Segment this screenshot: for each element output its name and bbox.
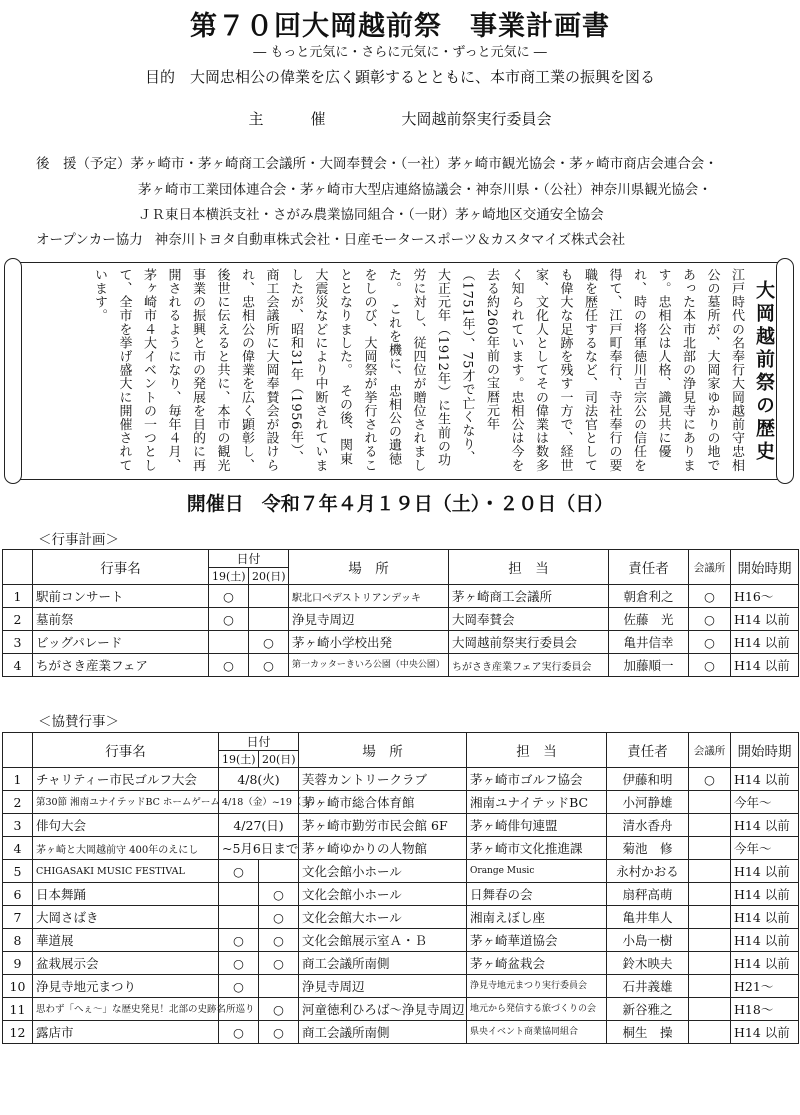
day1-mark: ○	[219, 1021, 259, 1044]
chamber-mark	[689, 1021, 731, 1044]
charge: 大岡越前祭実行委員会	[449, 631, 609, 654]
table-row	[3, 1021, 799, 1044]
day1-mark	[219, 906, 259, 929]
table-row	[3, 654, 799, 677]
event-name: チャリティー市民ゴルフ大会	[33, 768, 219, 791]
host-label: 主 催	[248, 110, 342, 128]
person: 小島一樹	[607, 929, 689, 952]
start-period: H16～	[731, 585, 799, 608]
place: 浄見寺周辺	[289, 608, 449, 631]
charge: 茅ヶ崎俳句連盟	[467, 814, 607, 837]
coop-table	[2, 732, 799, 1044]
row-number: 1	[3, 768, 33, 791]
chamber-mark	[689, 952, 731, 975]
day1-mark: ○	[219, 929, 259, 952]
charge: 湘南えぼし座	[467, 906, 607, 929]
event-name: 第30節 湘南ユナイテッドBC ホームゲーム	[33, 791, 219, 814]
header-day2: 20(日)	[259, 751, 299, 768]
day2-mark	[249, 608, 289, 631]
day1-mark: ○	[219, 975, 259, 998]
host	[0, 108, 800, 129]
day1-mark	[209, 631, 249, 654]
row-number: 8	[3, 929, 33, 952]
opencar	[36, 228, 625, 248]
start-period: H14 以前	[731, 929, 799, 952]
header-event: 行事名	[33, 733, 219, 768]
event-name: 浄見寺地元まつり	[33, 975, 219, 998]
chamber-mark: ○	[689, 585, 731, 608]
place: 浄見寺周辺	[299, 975, 467, 998]
day2-mark: ○	[259, 1021, 299, 1044]
person: 桐生 操	[607, 1021, 689, 1044]
header-person: 責任者	[607, 733, 689, 768]
event-name: 墓前祭	[33, 608, 209, 631]
place: 第一カッターきいろ公園（中央公園）	[289, 654, 449, 677]
chamber-mark: ○	[689, 768, 731, 791]
start-period: H14 以前	[731, 608, 799, 631]
person: 加藤順一	[609, 654, 689, 677]
table-row	[3, 929, 799, 952]
row-number: 3	[3, 631, 33, 654]
event-date: ~5月6日まで	[219, 837, 299, 860]
purpose	[0, 66, 800, 87]
scroll-roll-left	[4, 258, 22, 484]
day2-mark: ○	[259, 906, 299, 929]
row-number: 4	[3, 837, 33, 860]
table-row	[3, 631, 799, 654]
table-row	[3, 608, 799, 631]
start-period: H14 以前	[731, 883, 799, 906]
charge: ちがさき産業フェア実行委員会	[449, 654, 609, 677]
header-person: 責任者	[609, 550, 689, 585]
start-period: H14 以前	[731, 654, 799, 677]
day2-mark: ○	[259, 929, 299, 952]
history-scroll	[0, 250, 800, 490]
charge: 日舞春の会	[467, 883, 607, 906]
chamber-mark: ○	[689, 631, 731, 654]
day2-mark: ○	[259, 952, 299, 975]
plan-table-body	[3, 585, 799, 677]
day2-mark	[249, 585, 289, 608]
start-period: H14 以前	[731, 860, 799, 883]
purpose-label: 目的	[144, 68, 175, 86]
start-period: 今年～	[731, 791, 799, 814]
header-event: 行事名	[33, 550, 209, 585]
person: 亀井隼人	[607, 906, 689, 929]
table-row	[3, 768, 799, 791]
chamber-mark	[689, 975, 731, 998]
start-period: H21～	[731, 975, 799, 998]
header-day1: 19(土)	[219, 751, 259, 768]
place: 文化会館小ホール	[299, 883, 467, 906]
start-period: 今年～	[731, 837, 799, 860]
person: 石井義雄	[607, 975, 689, 998]
row-number: 2	[3, 791, 33, 814]
header-charge: 担 当	[467, 733, 607, 768]
event-name: 思わず「へぇ～」な歴史発見！北部の史跡名所巡り	[33, 998, 219, 1021]
start-period: H14 以前	[731, 1021, 799, 1044]
place: 文化会館小ホール	[299, 860, 467, 883]
table-row	[3, 975, 799, 998]
header-start: 開始時期	[731, 550, 799, 585]
place: 茅ヶ崎市総合体育館	[299, 791, 467, 814]
charge: 大岡奉賛会	[449, 608, 609, 631]
table-row	[3, 860, 799, 883]
header-day2: 20(日)	[249, 568, 289, 585]
header-day1: 19(土)	[209, 568, 249, 585]
support-line-2: 茅ヶ崎市工業団体連合会・茅ヶ崎市大型店連絡協議会・神奈川県・（公社）神奈川県観光協会・	[138, 182, 712, 198]
day1-mark: ○	[209, 654, 249, 677]
plan-table	[2, 549, 799, 677]
charge: 茅ヶ崎市ゴルフ協会	[467, 768, 607, 791]
table-row	[3, 906, 799, 929]
table-row	[3, 998, 799, 1021]
row-number: 5	[3, 860, 33, 883]
date-label: 開催日	[186, 493, 244, 515]
event-name: 駅前コンサート	[33, 585, 209, 608]
support-line-1: 後 援（予定）茅ヶ崎市・茅ヶ崎商工会議所・大岡奉賛会・（一社）茅ヶ崎市観光協会・茅ヶ崎市商店会連合会・	[36, 156, 718, 172]
subtitle: ― もっと元気に・さらに元気に・ずっと元気に ―	[253, 45, 547, 60]
row-number: 3	[3, 814, 33, 837]
history-text: 江戸時代の名奉行大岡越前守忠相公の墓所が、大岡家ゆかりの地であった本市北部の浄見寺にあります。忠相公は人格、識見共に優れ、時の将軍徳川吉宗公の信任を得て、江戸町奉行、寺社奉行の要職を歴任するなど、司法官としても偉大な足跡を残す一方で、経世家、文化人としてその偉業は数多く知られています。忠相公は今を去る約260年前の宝暦元年（1751年）、75才で亡くなり、大正元年（1912年）に生前の功労に対し、従四位が贈位されました。 これを機に、忠相公の遺徳をしのび、大岡祭が挙行されることとなりました。 その後、関東大震災などにより中断されていましたが、昭和31年（1956年）、商工会議所に大岡奉賛会が設けられ、忠相公の偉業を広く顕彰し、後世に伝えると共に、本市の観光事業の振興と市の発展を目的に再開されるようになり、毎年４月、茅ヶ崎市４大イベントの一つとして、全市を挙げ盛大に開催されています。	[92, 268, 744, 472]
support-label: 後 援（予定）	[36, 156, 131, 172]
event-date: 4/8(火)	[219, 768, 299, 791]
person: 永村かおる	[607, 860, 689, 883]
event-name: 華道展	[33, 929, 219, 952]
header-place: 場 所	[289, 550, 449, 585]
charge: 湘南ユナイテッドBC	[467, 791, 607, 814]
row-number: 12	[3, 1021, 33, 1044]
coop-table-body	[3, 768, 799, 1044]
day1-mark: ○	[219, 952, 259, 975]
start-period: H18～	[731, 998, 799, 1021]
page-title: 第７０回大岡越前祭 事業計画書	[190, 11, 610, 42]
place: 茅ヶ崎市勤労市民会館 6F	[299, 814, 467, 837]
chamber-mark	[689, 998, 731, 1021]
row-number: 9	[3, 952, 33, 975]
event-name: 俳句大会	[33, 814, 219, 837]
charge: 浄見寺地元まつり実行委員会	[467, 975, 607, 998]
person: 佐藤 光	[609, 608, 689, 631]
support-line-3: ＪＲ東日本横浜支社・さがみ農業協同組合・（一財）茅ヶ崎地区交通安全協会	[138, 207, 604, 223]
row-number: 2	[3, 608, 33, 631]
header-no	[3, 550, 33, 585]
chamber-mark	[689, 883, 731, 906]
day1-mark	[219, 883, 259, 906]
start-period: H14 以前	[731, 814, 799, 837]
charge: 県央イベント商業協同組合	[467, 1021, 607, 1044]
day2-mark: ○	[259, 998, 299, 1021]
event-name: 露店市	[33, 1021, 219, 1044]
place: 茅ヶ崎小学校出発	[289, 631, 449, 654]
chamber-mark: ○	[689, 608, 731, 631]
place: 商工会議所南側	[299, 1021, 467, 1044]
row-number: 4	[3, 654, 33, 677]
opencar-value: 神奈川トヨタ自動車株式会社・日産モータースポーツ＆カスタマイズ株式会社	[154, 232, 626, 248]
person: 扇秤高萌	[607, 883, 689, 906]
charge: 地元から発信する旅づくりの会	[467, 998, 607, 1021]
row-number: 10	[3, 975, 33, 998]
start-period: H14 以前	[731, 906, 799, 929]
place: 商工会議所南側	[299, 952, 467, 975]
event-name: ビッグパレード	[33, 631, 209, 654]
table-row	[3, 837, 799, 860]
event-name: 盆栽展示会	[33, 952, 219, 975]
day2-mark: ○	[259, 883, 299, 906]
day2-mark: ○	[249, 654, 289, 677]
header-chamber: 会議所	[689, 733, 731, 768]
plan-section-title: ＜行事計画＞	[38, 532, 119, 548]
event-date: 4/18（金）~19（土）	[219, 791, 299, 814]
chamber-mark	[689, 929, 731, 952]
person: 亀井信幸	[609, 631, 689, 654]
event-date	[0, 489, 800, 516]
charge: 茅ヶ崎市文化推進課	[467, 837, 607, 860]
chamber-mark	[689, 837, 731, 860]
row-number: 6	[3, 883, 33, 906]
table-row	[3, 791, 799, 814]
event-name: 日本舞踊	[33, 883, 219, 906]
header-no	[3, 733, 33, 768]
event-date: 4/27(日)	[219, 814, 299, 837]
person: 新谷雅之	[607, 998, 689, 1021]
place: 河童徳利ひろば～浄見寺周辺	[299, 998, 467, 1021]
event-name: CHIGASAKI MUSIC FESTIVAL	[33, 860, 219, 883]
scroll-roll-right	[776, 258, 794, 484]
day2-mark	[259, 860, 299, 883]
table-row	[3, 585, 799, 608]
event-name: 大岡さばき	[33, 906, 219, 929]
chamber-mark	[689, 791, 731, 814]
start-period: H14 以前	[731, 768, 799, 791]
place: 文化会館展示室Ａ・Ｂ	[299, 929, 467, 952]
place: 芙蓉カントリークラブ	[299, 768, 467, 791]
person: 清水香舟	[607, 814, 689, 837]
person: 菊池 修	[607, 837, 689, 860]
chamber-mark	[689, 860, 731, 883]
header-place: 場 所	[299, 733, 467, 768]
history-title: 大岡越前祭の歴史	[753, 280, 775, 464]
person: 小河静雄	[607, 791, 689, 814]
row-number: 1	[3, 585, 33, 608]
day1-mark: ○	[219, 860, 259, 883]
header-start: 開始時期	[731, 733, 799, 768]
person: 鈴木映夫	[607, 952, 689, 975]
person: 朝倉利之	[609, 585, 689, 608]
day1-mark: ○	[209, 585, 249, 608]
charge: 茅ヶ崎華道協会	[467, 929, 607, 952]
chamber-mark	[689, 814, 731, 837]
charge: 茅ヶ崎盆栽会	[467, 952, 607, 975]
place: 駅北口ペデストリアンデッキ	[289, 585, 449, 608]
table-row	[3, 814, 799, 837]
table-row	[3, 952, 799, 975]
row-number: 7	[3, 906, 33, 929]
row-number: 11	[3, 998, 33, 1021]
chamber-mark	[689, 906, 731, 929]
day2-mark	[259, 975, 299, 998]
host-name: 大岡越前祭実行委員会	[401, 110, 552, 128]
charge: Orange Music	[467, 860, 607, 883]
header-charge: 担 当	[449, 550, 609, 585]
chamber-mark: ○	[689, 654, 731, 677]
day1-mark: ○	[209, 608, 249, 631]
coop-section-title: ＜協賛行事＞	[38, 714, 119, 730]
charge: 茅ヶ崎商工会議所	[449, 585, 609, 608]
header-date: 日付	[209, 550, 289, 568]
event-name: ちがさき産業フェア	[33, 654, 209, 677]
event-name: 茅ヶ崎と大岡越前守 400年のえにし	[33, 837, 219, 860]
opencar-label: オープンカー協力	[36, 232, 143, 248]
purpose-text: 大岡忠相公の偉業を広く顕彰するとともに、本市商工業の振興を図る	[190, 68, 656, 86]
header-chamber: 会議所	[689, 550, 731, 585]
start-period: H14 以前	[731, 631, 799, 654]
day2-mark: ○	[249, 631, 289, 654]
place: 文化会館大ホール	[299, 906, 467, 929]
start-period: H14 以前	[731, 952, 799, 975]
date-value: 令和７年４月１９日（土）・２０日（日）	[261, 493, 614, 515]
person: 伊藤和明	[607, 768, 689, 791]
table-row	[3, 883, 799, 906]
place: 茅ヶ崎ゆかりの人物館	[299, 837, 467, 860]
header-date: 日付	[219, 733, 299, 751]
